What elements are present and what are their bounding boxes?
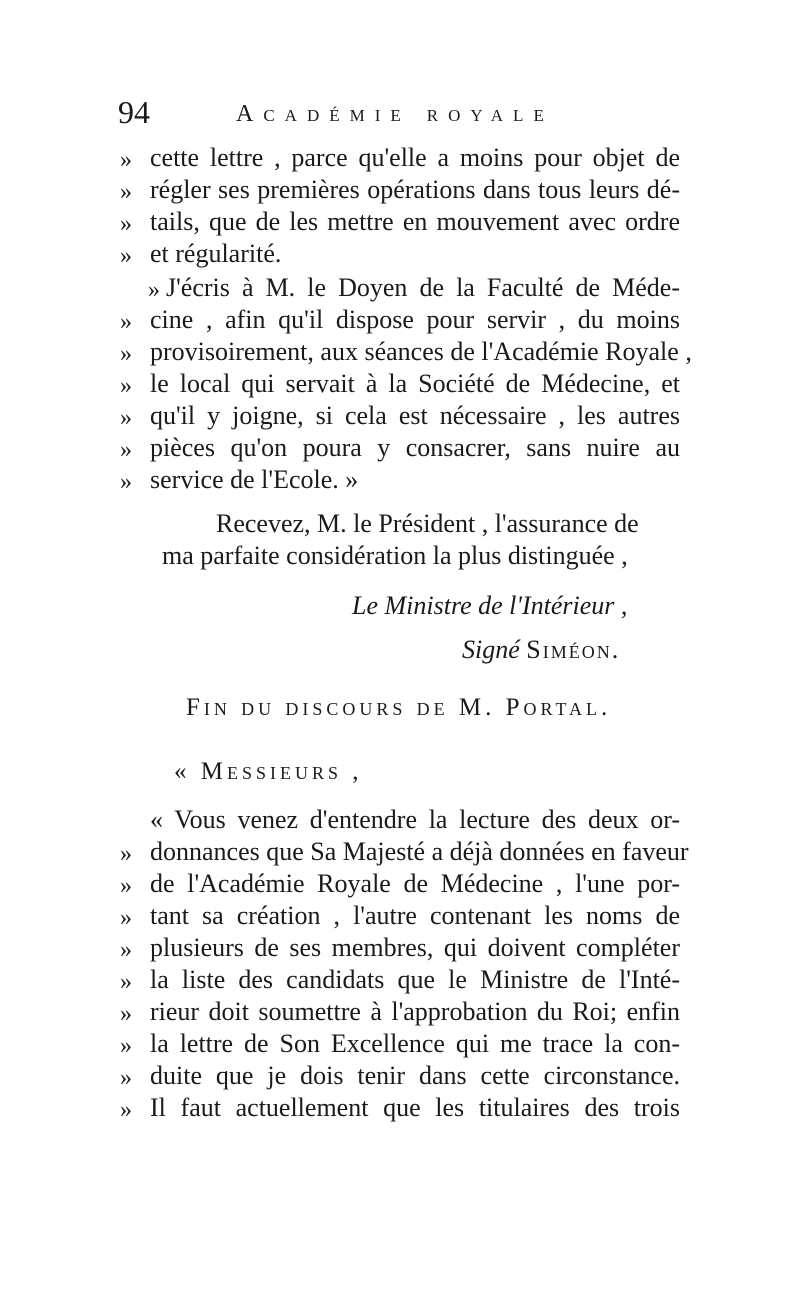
text-line: régler ses premières opérations dans tous leurs dé- [150, 175, 680, 204]
text-line: cine , afin qu'il dispose pour servir , du moins [150, 305, 680, 334]
quote-mark: » [120, 179, 132, 205]
quote-mark: » [120, 1097, 132, 1123]
text-line: qu'il y joigne, si cela est nécessaire , les autres [150, 401, 680, 430]
closing-line: ma parfaite considération la plus distinguée , [162, 541, 628, 570]
quote-mark: » [120, 1001, 132, 1027]
quote-mark: » [120, 873, 132, 899]
page-header [118, 94, 678, 134]
quote-mark: » [120, 147, 132, 173]
quote-mark: » [120, 341, 132, 367]
text-line: rieur doit soumettre à l'approbation du Roi; enfin [150, 997, 680, 1026]
quote-mark: » [120, 469, 132, 495]
quote-mark: » [120, 1065, 132, 1091]
text-line: tails, que de les mettre en mouvement avec ordre [150, 207, 680, 236]
quote-mark: » [120, 969, 132, 995]
text-line: J'écris à M. le Doyen de la Faculté de Méde- [166, 273, 680, 302]
text-line: plusieurs de ses membres, qui doivent compléter [150, 933, 680, 962]
quote-mark: » [120, 243, 132, 269]
quote-mark: » [120, 905, 132, 931]
text-line: provisoirement, aux séances de l'Académie Royale , [150, 337, 692, 366]
text-line: donnances que Sa Majesté a déjà données en faveur [150, 837, 689, 866]
text-line: tant sa création , l'autre contenant les noms de [150, 901, 680, 930]
text-line: cette lettre , parce qu'elle a moins pour objet de [150, 143, 680, 172]
text-line: pièces qu'on poura y consacrer, sans nuire au [150, 433, 680, 462]
signed-name: Siméon. [526, 635, 621, 664]
quote-mark: » [120, 1033, 132, 1059]
text-line: la liste des candidats que le Ministre de l'Inté- [150, 965, 680, 994]
quote-mark: » [120, 211, 132, 237]
text-line: Il faut actuellement que les titulaires des trois [150, 1093, 680, 1122]
running-head: Académie royale [236, 101, 554, 127]
section-heading: Fin du discours de M. Portal. [186, 694, 612, 721]
text-line: de l'Académie Royale de Médecine , l'une por- [150, 869, 680, 898]
text-line: et régularité. [150, 239, 282, 268]
text-line: « Vous venez d'entendre la lecture des deux or- [150, 805, 680, 834]
quote-mark: » [120, 373, 132, 399]
quote-mark: » [120, 405, 132, 431]
address-heading: « Messieurs , [174, 758, 363, 785]
quote-mark: » [120, 309, 132, 335]
signature-line [462, 634, 620, 666]
quote-mark: » [148, 277, 160, 303]
text-line: service de l'Ecole. » [150, 465, 359, 494]
text-line: le local qui servait à la Société de Médecine, et [150, 369, 680, 398]
signature-title: Le Ministre de l'Intérieur , [352, 591, 628, 620]
text-line: duite que je dois tenir dans cette circonstance. [150, 1061, 680, 1090]
text-line: la lettre de Son Excellence qui me trace la con- [150, 1029, 680, 1058]
page-number: 94 [118, 94, 150, 130]
quote-mark: » [120, 937, 132, 963]
quote-mark: » [120, 437, 132, 463]
closing-line: Recevez, M. le Président , l'assurance de [216, 509, 639, 538]
signed-label: Signé [462, 635, 520, 664]
quote-mark: » [120, 841, 132, 867]
